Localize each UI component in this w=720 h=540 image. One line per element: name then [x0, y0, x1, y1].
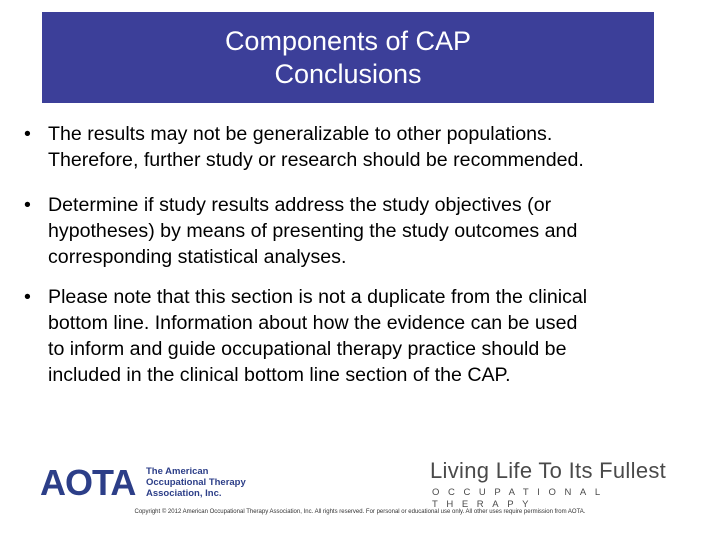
- aota-logo-subtitle: The American Occupational Therapy Association, Inc.: [146, 466, 246, 499]
- bullet-text: Please note that this section is not a duplicate from the clinical bottom line. Information about how the evidence can be used to inform and guide occupational therapy practice should be included in the clinical bottom line section of the CAP.: [48, 286, 588, 386]
- bullet-item: [24, 284, 714, 388]
- bullet-marker: •: [24, 123, 31, 145]
- slide-title-line-2: Conclusions: [274, 58, 422, 89]
- bullet-text: The results may not be generalizable to other populations. Therefore, further study or research should be recommended.: [48, 123, 584, 171]
- bullet-marker: •: [24, 286, 31, 308]
- tagline-sub: OCCUPATIONAL THERAPY: [432, 487, 609, 510]
- copyright-notice: Copyright © 2012 American Occupational Therapy Association, Inc. All rights reserved. For personal or educational use only. All other uses require permission from AOTA.: [134, 509, 586, 515]
- tagline-logo: [430, 458, 690, 511]
- aota-logo: [40, 463, 250, 503]
- bullet-text: Determine if study results address the study objectives (or hypotheses) by means of presenting the study outcomes and corresponding statistical analyses.: [48, 194, 578, 268]
- bullet-item: [24, 192, 714, 270]
- slide-title-banner: [42, 12, 654, 103]
- bullet-marker: •: [24, 194, 31, 216]
- aota-logo-word: AOTA: [40, 462, 136, 503]
- bullet-item: [24, 121, 714, 173]
- tagline-main: Living Life To Its Fullest: [430, 458, 667, 483]
- slide-title-line-1: Components of CAP: [224, 25, 472, 56]
